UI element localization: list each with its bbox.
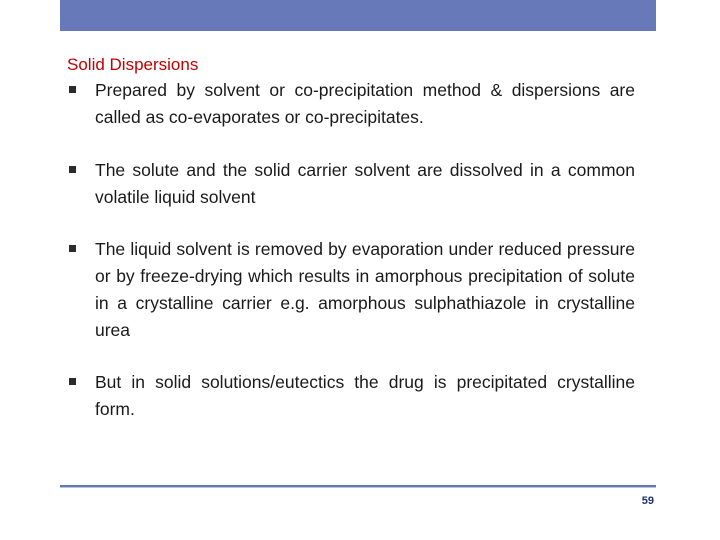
bullet-text: Prepared by solvent or co-precipitation method & dispersions are called as co-evaporates or co-precipitates. [95,80,635,127]
bullet-item [67,157,635,211]
bullet-text: The liquid solvent is removed by evaporation under reduced pressure or by freeze-drying which results in amorphous precipitation of solute in a crystalline carrier e.g. amorphous sulphathiazole in crystalline urea [95,239,635,340]
page-number: 59 [641,495,654,507]
bullet-item [67,77,635,131]
slide-title: Solid Dispersions [67,55,199,74]
bullet-item [67,236,635,344]
square-bullet-icon [69,245,76,252]
top-header-band [60,0,656,31]
footer-divider [60,485,656,488]
bullet-text: The solute and the solid carrier solvent are dissolved in a common volatile liquid solvent [95,160,635,207]
square-bullet-icon [69,378,76,385]
slide-content [67,53,635,423]
square-bullet-icon [69,166,76,173]
bullet-item [67,369,635,423]
bullet-text: But in solid solutions/eutectics the drug is precipitated crystalline form. [95,372,635,419]
square-bullet-icon [69,86,76,93]
